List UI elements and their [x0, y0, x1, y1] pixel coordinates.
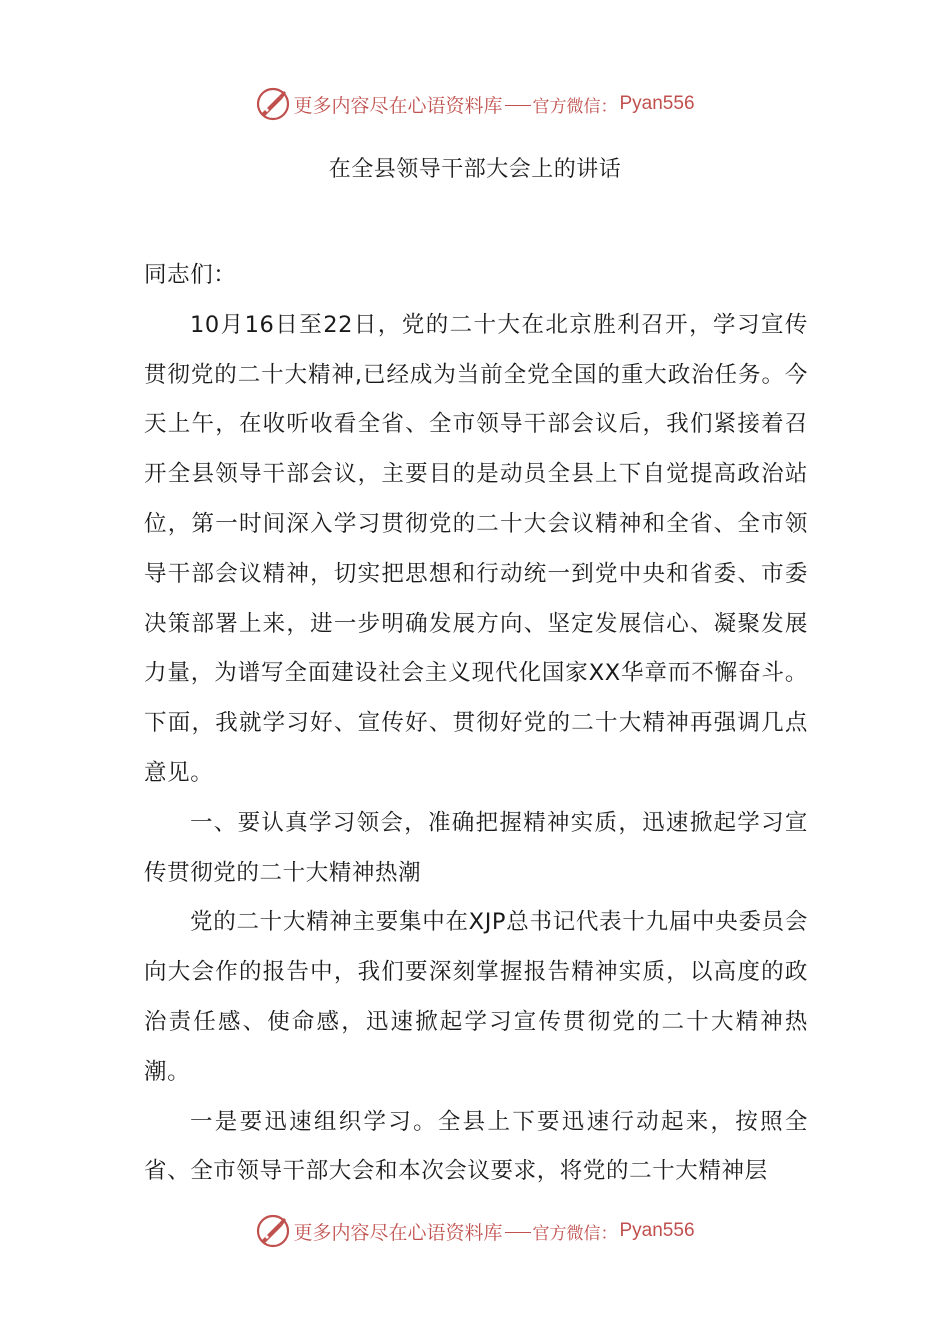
document-title: 在全县领导干部大会上的讲话 [328, 157, 622, 182]
watermark-contact-id: Pyan556 [619, 93, 695, 114]
watermark-contact-label: 官方微信： [532, 1223, 618, 1244]
document-body [144, 251, 808, 1197]
paragraph-section-1: 党的二十大精神主要集中在XJP总书记代表十九届中央委员会向大会作的报告中，我们要深刻掌握报告精神实质，以高度的政治责任感、使命感，迅速掀起学习宣传贯彻党的二十大精神热潮。 [144, 909, 808, 1085]
watermark-dash [505, 1232, 531, 1233]
watermark-main-text: 更多内容尽在心语资料库 [293, 1221, 503, 1244]
pen-nib-logo-icon [255, 1213, 291, 1249]
watermark-main-text: 更多内容尽在心语资料库 [293, 94, 503, 117]
watermark-contact-id: Pyan556 [619, 1220, 695, 1241]
header-watermark [0, 84, 950, 124]
watermark-dash [505, 105, 531, 106]
paragraph-intro: 10月16日至22日，党的二十大在北京胜利召开，学习宣传贯彻党的二十大精神,已经成为当前全党全国的重大政治任务。今天上午，在收听收看全省、全市领导干部会议后，我们紧接着召开全县领导干部会议，主要目的是动员全县上下自觉提高政治站位，第一时间深入学习贯彻党的二十大会议精神和全省、全市领导干部会议精神，切实把思想和行动统一到党中央和省委、市委决策部署上来，进一步明确发展方向、坚定发展信心、凝聚发展力量，为谱写全面建设社会主义现代化国家XX华章而不懈奋斗。下面，我就学习好、宣传好、贯彻好党的二十大精神再强调几点意见。 [144, 311, 808, 786]
salutation: 同志们： [144, 262, 237, 288]
footer-watermark [0, 1211, 950, 1251]
section-heading-1: 一、要认真学习领会，准确把握精神实质，迅速掀起学习宣传贯彻党的二十大精神热潮 [144, 809, 808, 886]
watermark-contact-label: 官方微信： [532, 96, 618, 117]
pen-nib-logo-icon [255, 86, 291, 122]
paragraph-point-1: 一是要迅速组织学习。全县上下要迅速行动起来，按照全省、全市领导干部大会和本次会议要求，将党的二十大精神层 [144, 1108, 808, 1185]
